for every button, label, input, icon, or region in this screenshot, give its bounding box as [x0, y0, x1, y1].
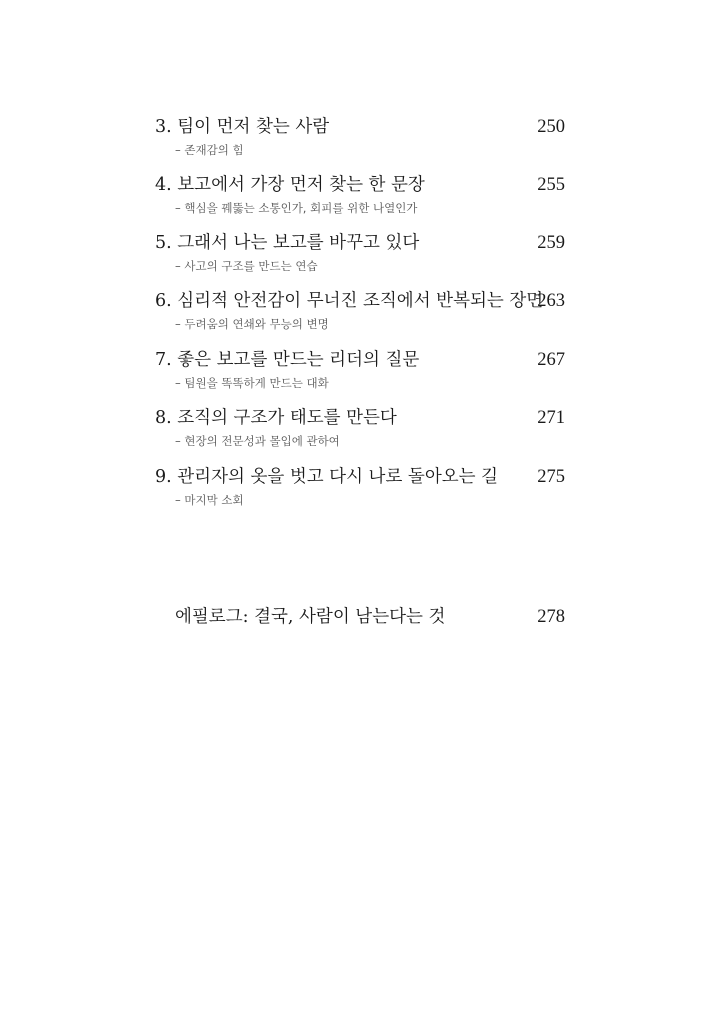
chapter-title: 3. 팀이 먼저 찾는 사람	[155, 117, 330, 137]
chapter-subtitle: – 현장의 전문성과 몰입에 관하여	[175, 434, 340, 448]
epilogue-title: 에필로그: 결국, 사람이 남는다는 것	[175, 607, 446, 627]
chapter-title: 4. 보고에서 가장 먼저 찾는 한 문장	[155, 175, 425, 195]
chapter-title: 5. 그래서 나는 보고를 바꾸고 있다	[155, 233, 420, 253]
page-number: 263	[537, 291, 565, 311]
page-number: 271	[537, 408, 565, 428]
chapter-title: 9. 관리자의 옷을 벗고 다시 나로 돌아오는 길	[155, 467, 499, 487]
chapter-subtitle: – 핵심을 꿰뚫는 소통인가, 회피를 위한 나열인가	[175, 201, 418, 215]
chapter-subtitle: – 두려움의 연쇄와 무능의 변명	[175, 317, 329, 331]
chapter-subtitle: – 팀원을 똑똑하게 만드는 대화	[175, 376, 329, 390]
chapter-subtitle: – 사고의 구조를 만드는 연습	[175, 259, 318, 273]
page-number: 250	[537, 117, 565, 137]
chapter-subtitle: – 존재감의 힘	[175, 143, 244, 157]
chapter-title: 7. 좋은 보고를 만드는 리더의 질문	[155, 350, 420, 370]
chapter-subtitle: – 마지막 소회	[175, 493, 244, 507]
page-number: 267	[537, 350, 565, 370]
page-number: 278	[537, 607, 565, 627]
chapter-title: 8. 조직의 구조가 태도를 만든다	[155, 408, 397, 428]
page-number: 259	[537, 233, 565, 253]
chapter-title: 6. 심리적 안전감이 무너진 조직에서 반복되는 장면	[155, 291, 544, 311]
page-number: 255	[537, 175, 565, 195]
page-number: 275	[537, 467, 565, 487]
